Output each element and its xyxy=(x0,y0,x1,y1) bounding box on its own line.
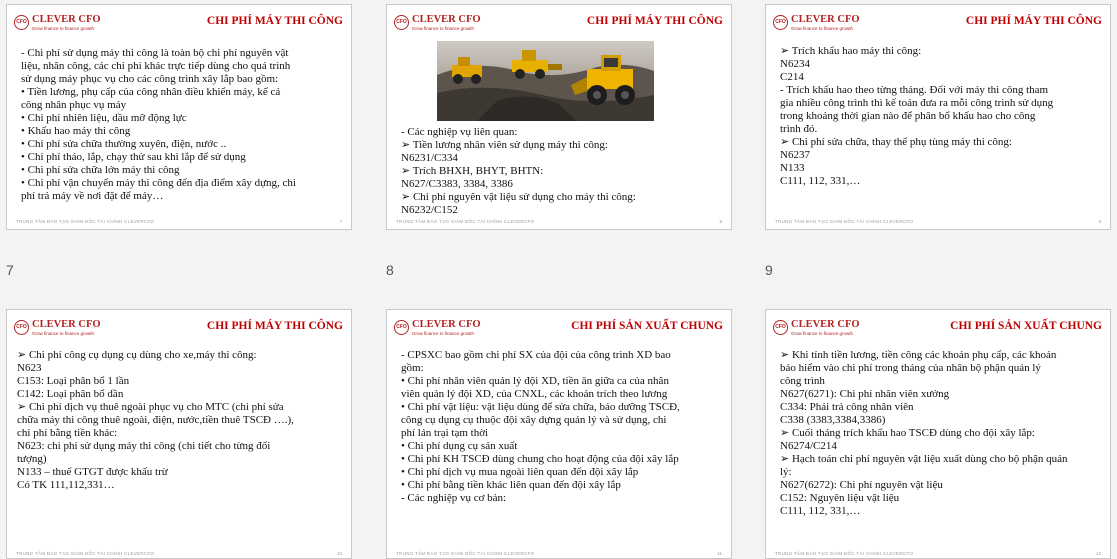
slide-thumbnail-9[interactable] xyxy=(765,4,1111,230)
slide-page-number: 10 xyxy=(336,551,342,556)
slide-line: • Chi phí bằng tiền khác liên quan đến đội xây lắp xyxy=(401,479,621,491)
slide-line: C214 xyxy=(780,71,804,83)
slide-title: CHI PHÍ MÁY THI CÔNG xyxy=(586,15,723,27)
slide-line: • Chi phí KH TSCĐ dùng chung cho hoạt động của đội xây lắp xyxy=(401,453,679,465)
slide-line: ➢ Chi phí sửa chữa, thay thế phụ tùng máy thi công: xyxy=(780,136,1012,148)
slide-line: công trình xyxy=(780,375,825,387)
slide-footer: TRUNG TÂM ĐÀO TẠO GIÁM ĐỐC TÀI CHÍNH CLEVERCFO xyxy=(775,219,914,224)
slide-page-number: 11 xyxy=(717,551,722,556)
slide-body xyxy=(21,47,343,203)
slide-line: sử dụng máy phục vụ cho các công trình xây lắp bao gồm: xyxy=(21,73,279,85)
slide-line: N133 xyxy=(780,162,805,174)
slide-line: trong khoảng thời gian nào để phân bổ khấu hao cho công xyxy=(780,110,1036,122)
construction-machinery-image xyxy=(437,41,654,121)
slide-line: lý: xyxy=(780,466,792,478)
brand-name: CLEVER CFO xyxy=(412,319,481,330)
slide-line: phí lán trại tạm thời xyxy=(401,427,489,439)
slide-title: CHI PHÍ MÁY THI CÔNG xyxy=(206,15,343,27)
brand-tagline: Grow finance to finance growth xyxy=(32,331,95,336)
slide-body xyxy=(780,349,1102,518)
slide-line: ➢ Trích khấu hao máy thi công: xyxy=(780,45,922,57)
slide-line: • Chi phí nhiên liệu, dầu mỡ động lực xyxy=(21,112,187,124)
slide-line: viên quản lý đội XD, của CNXL, các khoản trích theo lương xyxy=(401,388,668,400)
slide-index-8: 8 xyxy=(386,262,394,278)
slide-line: ➢ Hạch toán chi phí nguyên vật liệu xuất dùng cho bộ phận quản xyxy=(780,453,1068,465)
slide-line: - Các nghiệp vụ cơ bản: xyxy=(401,492,507,504)
slide-line: tượng) xyxy=(17,453,47,465)
slide-line: • Chi phí dịch vụ mua ngoài liên quan đến đội xây lắp xyxy=(401,466,639,478)
slide-line: gia nhiều công trình thì kế toán đưa ra mỗi công trình sử dụng xyxy=(780,97,1054,109)
cfo-logo-icon: CFO xyxy=(394,320,409,335)
slide-index-9: 9 xyxy=(765,262,773,278)
slide-line: C142: Loại phân bổ dần xyxy=(17,388,124,400)
slide-line: • Chi phí dụng cụ sản xuất xyxy=(401,440,518,452)
slide-line: - CPSXC bao gồm chi phí SX của đội của công trình XD bao xyxy=(401,349,671,361)
brand-name: CLEVER CFO xyxy=(791,14,860,25)
slide-line: phí trả máy về nơi đặt để máy… xyxy=(21,190,164,202)
slide-line: N623: chi phí sử dụng máy thi công (chi tiết cho từng đối xyxy=(17,440,271,452)
slide-line: • Chi phí vận chuyển máy thi công đến địa điểm xây dựng, chi xyxy=(21,177,296,189)
slide-thumbnail-8[interactable] xyxy=(386,4,732,230)
brand-logo xyxy=(394,12,514,34)
slide-thumbnail-12[interactable] xyxy=(765,309,1111,559)
slide-line: C111, 112, 331,… xyxy=(780,175,861,187)
slide-line: • Khấu hao máy thi công xyxy=(21,125,131,137)
brand-logo xyxy=(14,12,134,34)
slide-line: N6231/C334 xyxy=(401,152,458,164)
slide-line: chi phí bằng tiền khác: xyxy=(17,427,118,439)
cfo-logo-icon: CFO xyxy=(773,320,788,335)
slide-line: • Chi phí sửa chữa lớn máy thi công xyxy=(21,164,180,176)
slide-line: bảo hiểm vào chi phí trong tháng của nhân bộ phận quản lý xyxy=(780,362,1041,374)
slide-line: - Trích khấu hao theo từng tháng. Đối với máy thi công tham xyxy=(780,84,1049,96)
brand-name: CLEVER CFO xyxy=(791,319,860,330)
slide-page-number: 7 xyxy=(339,219,342,224)
slide-line: N6274/C214 xyxy=(780,440,837,452)
slide-line: N627(6271): Chi phí nhân viên xưởng xyxy=(780,388,950,400)
slide-line: • Chi phí sửa chữa thường xuyên, điện, nước .. xyxy=(21,138,227,150)
slide-line: • Chi phí vật liệu: vật liệu dùng để sửa chữa, bảo dưỡng TSCĐ, xyxy=(401,401,680,413)
slide-line: N6232/C152 xyxy=(401,204,458,216)
brand-tagline: Grow finance to finance growth xyxy=(412,331,475,336)
brand-tagline: Grow finance to finance growth xyxy=(791,26,854,31)
slide-title: CHI PHÍ SẢN XUẤT CHUNG xyxy=(950,320,1102,332)
slide-title: CHI PHÍ MÁY THI CÔNG xyxy=(206,320,343,332)
slide-footer: TRUNG TÂM ĐÀO TẠO GIÁM ĐỐC TÀI CHÍNH CLEVERCFO xyxy=(16,219,155,224)
slide-line: • Chi phí tháo, lắp, chạy thử sau khi lắp để sử dụng xyxy=(21,151,246,163)
slide-footer: TRUNG TÂM ĐÀO TẠO GIÁM ĐỐC TÀI CHÍNH CLEVERCFO xyxy=(775,551,914,556)
slide-title: CHI PHÍ SẢN XUẤT CHUNG xyxy=(571,320,723,332)
slide-line: ➢ Chi phí dịch vụ thuê ngoài phục vụ cho MTC (chi phí sửa xyxy=(17,401,284,413)
slide-footer: TRUNG TÂM ĐÀO TẠO GIÁM ĐỐC TÀI CHÍNH CLEVERCFO xyxy=(396,219,535,224)
slide-line: N6237 xyxy=(780,149,810,161)
slide-title: CHI PHÍ MÁY THI CÔNG xyxy=(965,15,1102,27)
brand-tagline: Grow finance to finance growth xyxy=(32,26,95,31)
cfo-logo-icon: CFO xyxy=(394,15,409,30)
slide-line: C153: Loại phân bổ 1 lần xyxy=(17,375,130,387)
slide-line: trình đó. xyxy=(780,123,818,135)
slide-line: • Chi phí nhân viên quản lý đội XD, tiền ăn giữa ca của nhân xyxy=(401,375,669,387)
slide-footer: TRUNG TÂM ĐÀO TẠO GIÁM ĐỐC TÀI CHÍNH CLEVERCFO xyxy=(396,551,535,556)
slide-body xyxy=(401,126,723,217)
slide-thumbnail-7[interactable] xyxy=(6,4,352,230)
slide-line: ➢ Khi tính tiền lương, tiền công các khoản phụ cấp, các khoản xyxy=(780,349,1057,361)
slide-line: C111, 112, 331,… xyxy=(780,505,861,517)
slide-thumbnail-11[interactable] xyxy=(386,309,732,559)
brand-name: CLEVER CFO xyxy=(32,319,101,330)
slide-page-number: 9 xyxy=(1098,219,1101,224)
brand-name: CLEVER CFO xyxy=(32,14,101,25)
cfo-logo-icon: CFO xyxy=(14,15,29,30)
slide-line: gồm: xyxy=(401,362,424,374)
slide-line: - Các nghiệp vụ liên quan: xyxy=(401,126,518,138)
slide-thumbnail-10[interactable] xyxy=(6,309,352,559)
slide-line: công nhân phục vụ máy xyxy=(21,99,127,111)
slide-line: Có TK 111,112,331… xyxy=(17,479,115,491)
brand-logo xyxy=(773,12,893,34)
slide-line: ➢ Chi phí công cụ dụng cụ dùng cho xe,máy thi công: xyxy=(17,349,257,361)
slide-line: N627(6272): Chi phí nguyên vật liệu xyxy=(780,479,943,491)
slide-line: C152: Nguyên liệu vật liệu xyxy=(780,492,900,504)
brand-tagline: Grow finance to finance growth xyxy=(412,26,475,31)
cfo-logo-icon: CFO xyxy=(14,320,29,335)
slide-line: C338 (3383,3384,3386) xyxy=(780,414,886,426)
slide-body xyxy=(17,349,343,492)
slide-line: N627/C3383, 3384, 3386 xyxy=(401,178,513,190)
slide-footer: TRUNG TÂM ĐÀO TẠO GIÁM ĐỐC TÀI CHÍNH CLEVERCFO xyxy=(16,551,155,556)
slide-line: N6234 xyxy=(780,58,810,70)
slide-line: ➢ Tiền lương nhân viên sử dụng máy thi công: xyxy=(401,139,608,151)
slide-line: chữa máy thi công thuê ngoài, điện, nước,tiền thuê TSCĐ ….), xyxy=(17,414,294,426)
brand-logo xyxy=(394,317,514,339)
slide-line: công cụ dụng cụ thuộc đội xây dựng quản lý và sử dụng, chi xyxy=(401,414,667,426)
brand-tagline: Grow finance to finance growth xyxy=(791,331,854,336)
slide-line: • Tiền lương, phụ cấp của công nhân điều khiển máy, kể cả xyxy=(21,86,281,98)
slide-line: liệu, nhân công, các chi phí khác trực tiếp dùng cho quá trình xyxy=(21,60,291,72)
cfo-logo-icon: CFO xyxy=(773,15,788,30)
slide-line: ➢ Trích BHXH, BHYT, BHTN: xyxy=(401,165,544,177)
slide-index-7: 7 xyxy=(6,262,14,278)
slide-line: N623 xyxy=(17,362,42,374)
slide-line: ➢ Cuối tháng trích khấu hao TSCĐ dùng cho đội xây lắp: xyxy=(780,427,1035,439)
slide-body xyxy=(780,45,1102,188)
brand-name: CLEVER CFO xyxy=(412,14,481,25)
slide-line: - Chi phí sử dụng máy thi công là toàn bộ chi phí nguyên vật xyxy=(21,47,289,59)
slide-line: C334: Phải trả công nhân viên xyxy=(780,401,914,413)
brand-logo xyxy=(14,317,134,339)
slide-page-number: 12 xyxy=(1095,551,1101,556)
slide-line: ➢ Chi phí nguyên vật liệu sử dụng cho máy thi công: xyxy=(401,191,636,203)
brand-logo xyxy=(773,317,893,339)
slide-page-number: 8 xyxy=(719,219,722,224)
slide-line: N133 – thuế GTGT được khấu trừ xyxy=(17,466,168,478)
slide-body xyxy=(401,349,723,505)
